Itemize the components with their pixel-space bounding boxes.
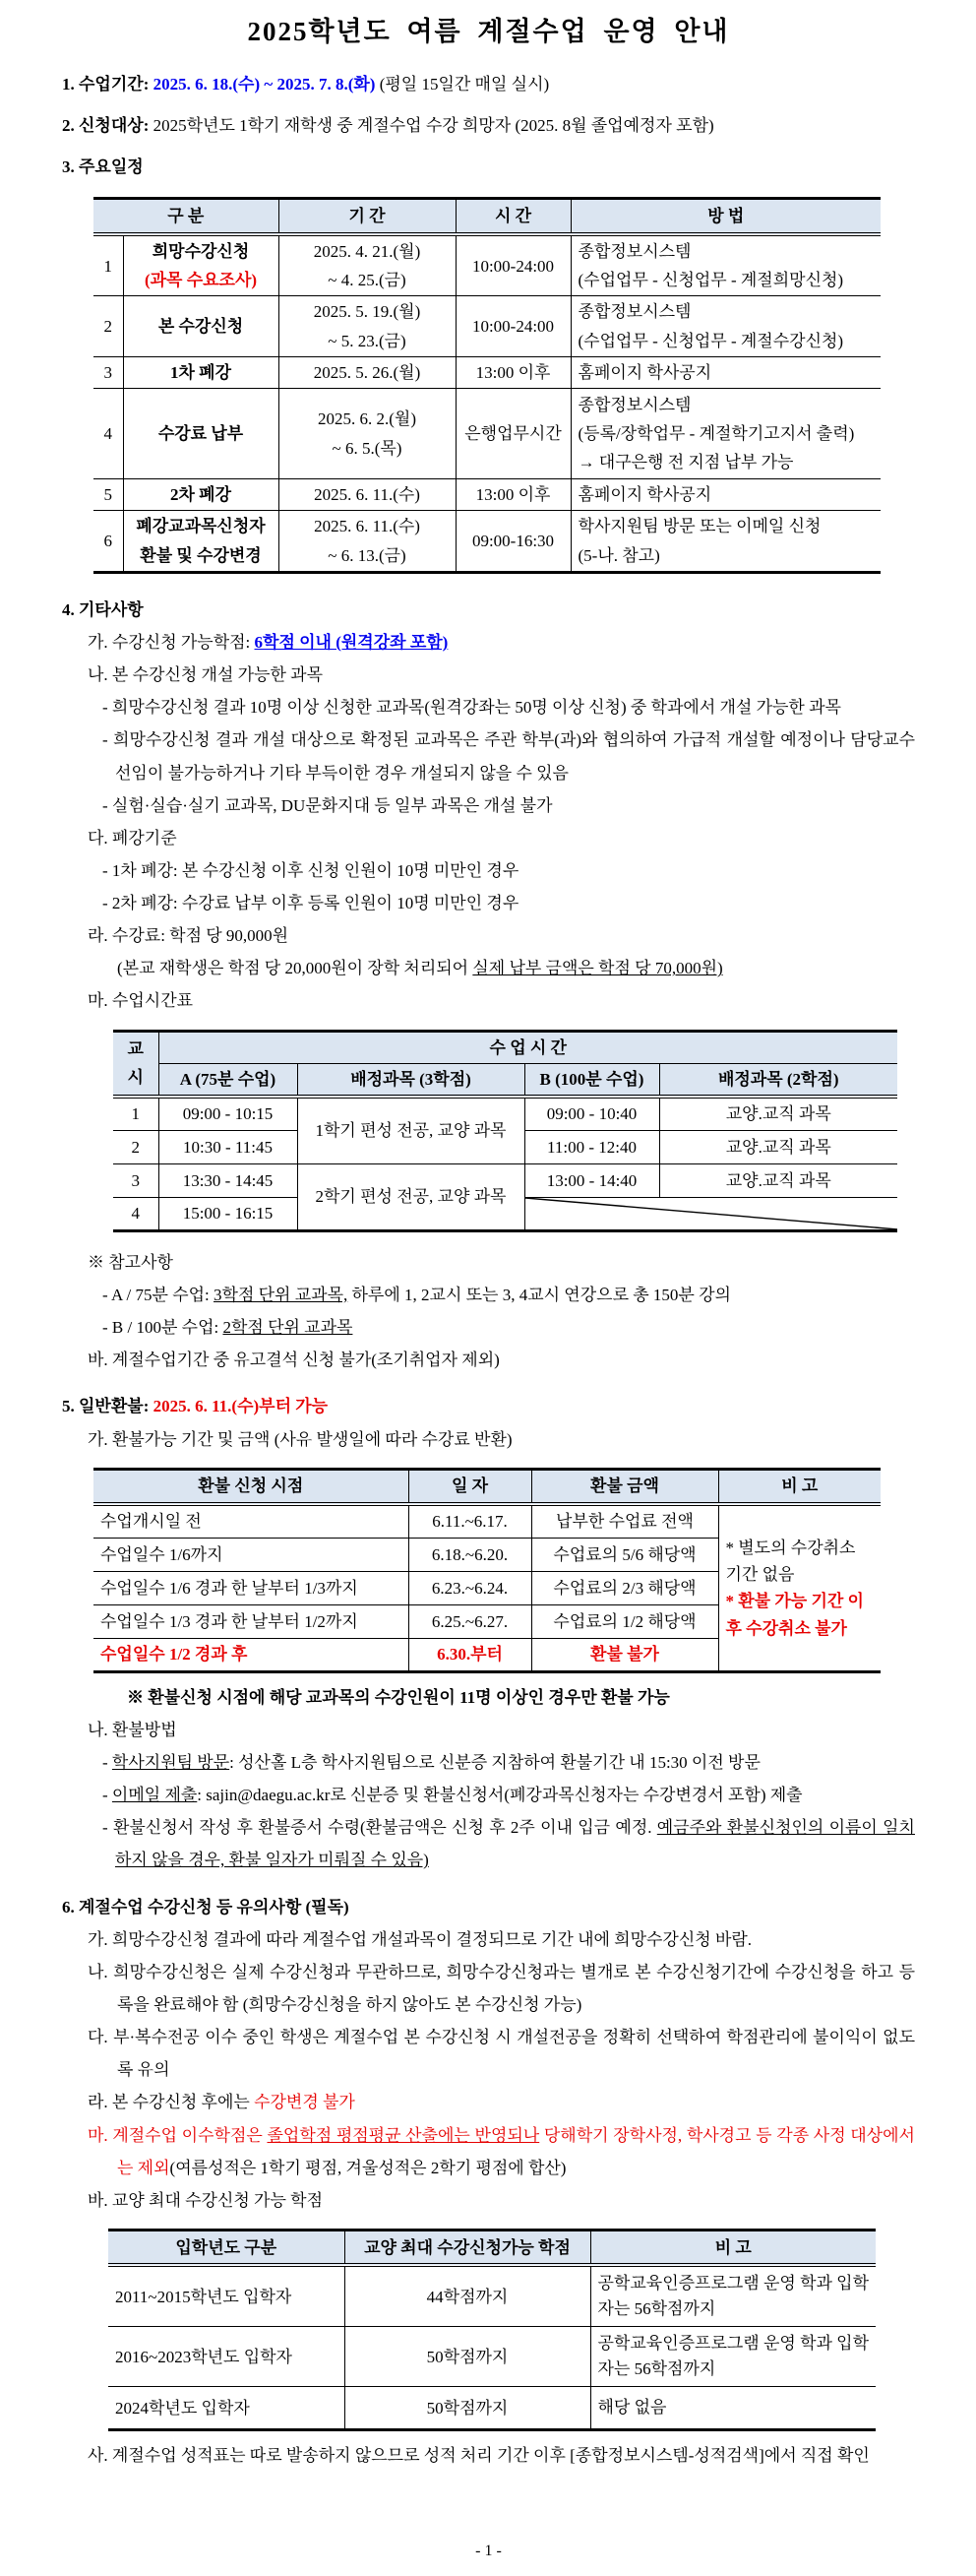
- refund-when: 수업일수 1/2 경과 후: [93, 1638, 408, 1671]
- refund-date: 6.11.~6.17.: [408, 1504, 531, 1538]
- refund-when: 수업개시일 전: [93, 1504, 408, 1538]
- method-line1: 종합정보시스템: [578, 395, 692, 414]
- row-no: 3: [93, 356, 123, 388]
- s4-ra-note: [62, 952, 915, 984]
- period-line1: 2025. 6. 11.(수): [314, 517, 420, 536]
- s6-ma-underlined: 졸업학점 평점평균 산출에는 반영되나: [267, 2125, 540, 2145]
- s6-ba: 바. 교양 최대 수강신청 가능 학점: [88, 2190, 323, 2210]
- ref-b-pre: - B / 100분 수업:: [102, 1318, 223, 1338]
- credit-note: 해당 없음: [590, 2387, 876, 2430]
- col-refund-when: 환불 신청 시점: [93, 1469, 408, 1504]
- period-line1: 2025. 5. 19.(월): [313, 302, 421, 322]
- refund-when: 수업일수 1/6 경과 한 날부터 1/3까지: [93, 1571, 408, 1604]
- ref-a-post: 하루에 1, 2교시 또는 3, 4교시 연강으로 총 150분 강의: [347, 1286, 731, 1304]
- table-row: [93, 296, 881, 356]
- row-name: 본 수강신청: [123, 296, 278, 356]
- dash: -: [102, 1786, 112, 1805]
- row-method: [571, 296, 881, 356]
- s4-na-label: 나. 본 수강신청 개설 가능한 과목: [88, 665, 323, 685]
- period-line2: ~ 6. 5.(목): [332, 438, 402, 458]
- refund-method-bullet1: [62, 1746, 915, 1779]
- a-time: 09:00 - 10:15: [158, 1097, 297, 1130]
- s5-ga-line: 가. 환불가능 기간 및 금액 (사유 발생일에 따라 수강료 반환): [88, 1429, 513, 1449]
- timetable-header-row1: [113, 1031, 897, 1063]
- ref-a-pre: - A / 75분 수업:: [102, 1286, 214, 1304]
- b-subject: 교양.교직 과목: [659, 1163, 897, 1197]
- row-no: 6: [93, 511, 123, 572]
- col-refund-note: 비 고: [718, 1469, 881, 1504]
- s4-da-label: 다. 폐강기준: [88, 828, 177, 848]
- max-credits: 50학점까지: [344, 2387, 590, 2430]
- email-method-underlined: 이메일 제출: [111, 1786, 198, 1805]
- s6-na: 나. 희망수강신청은 실제 수강신청과 무관하므로, 희망수강신청과는 별개로 본 수강신청기간에 수강신청을 하고 등록을 완료해야 함 (희망수강신청을 하지 않아도 본 수강신청 가능): [88, 1962, 915, 2014]
- credit-limit-table: [108, 2229, 876, 2432]
- row-time: 은행업무시간: [456, 389, 571, 479]
- col-time: 시 간: [456, 199, 571, 234]
- diagonal-strike-line: [525, 1198, 898, 1229]
- row-name-line2: 환불 및 수강변경: [140, 545, 262, 565]
- col-class-time: 수 업 시 간: [158, 1031, 897, 1063]
- ref-b-underlined: 2학점 단위 교과목: [222, 1318, 353, 1338]
- row-time: 09:00-16:30: [456, 511, 571, 572]
- refund-method-bullet3: [62, 1811, 915, 1876]
- refund-date: 6.23.~6.24.: [408, 1571, 531, 1604]
- reference-b-line: [62, 1311, 915, 1344]
- row-period: 2025. 5. 26.(월): [278, 356, 456, 388]
- credit-note: 공학교육인증프로그램 운영 학과 입학자는 56학점까지: [590, 2265, 876, 2327]
- row-name: [123, 511, 278, 572]
- reference-a-line: [62, 1279, 915, 1311]
- section2-text: 2025학년도 1학기 재학생 중 계절수업 수강 희망자 (2025. 8월 졸업예정자 포함): [152, 116, 714, 136]
- refund-amount: 수업료의 1/2 해당액: [531, 1604, 718, 1638]
- refund-amount: 납부한 수업료 전액: [531, 1504, 718, 1538]
- credit-row: [108, 2387, 876, 2430]
- section2-line: [62, 109, 915, 142]
- method-line2: (5-나. 참고): [578, 545, 660, 565]
- row-period: [278, 389, 456, 479]
- method-line2: (수업업무 - 신청업무 - 계절수강신청): [578, 331, 844, 350]
- section5-heading: [62, 1390, 915, 1422]
- row-name-line2: (과목 수요조사): [144, 271, 258, 290]
- period-no: 4: [113, 1197, 158, 1230]
- period-line2: ~ 6. 13.(금): [328, 545, 406, 565]
- row-no: 5: [93, 479, 123, 511]
- refund-when: 수업일수 1/3 경과 한 날부터 1/2까지: [93, 1604, 408, 1638]
- section1-note: (평일 15일간 매일 실시): [379, 75, 550, 94]
- row-method: 홈페이지 학사공지: [571, 356, 881, 388]
- s4-ra-note-pre: (본교 재학생은 학점 당 20,000원이 장학 처리되어: [117, 959, 473, 978]
- row-method: [571, 511, 881, 572]
- table-row: [93, 356, 881, 388]
- period-line1: 2025. 6. 2.(월): [318, 409, 417, 429]
- row-time: 10:00-24:00: [456, 234, 571, 296]
- col-max-credits: 교양 최대 수강신청가능 학점: [344, 2230, 590, 2265]
- a-time: 15:00 - 16:15: [158, 1197, 297, 1230]
- credit-row: [108, 2265, 876, 2327]
- visit-method-rest: : 성산홀 L층 학사지원팀으로 신분증 지참하여 환불기간 내 15:30 이전 방문: [229, 1752, 761, 1772]
- row-name: 수강료 납부: [123, 389, 278, 479]
- a-subject-sem1: 1학기 편성 전공, 교양 과목: [297, 1097, 524, 1163]
- reference-title: ※ 참고사항: [88, 1252, 173, 1272]
- refund-doc-pre: 환불신청서 작성 후 환불증서 수령(환불금액은 신청 후 2주 이내 입금 예정.: [112, 1818, 657, 1838]
- table-row: [93, 389, 881, 479]
- document-title: 2025학년도 여름 계절수업 운영 안내: [247, 17, 730, 46]
- refund-table-header: [93, 1469, 881, 1504]
- dash: -: [102, 1818, 113, 1838]
- cohort: 2011~2015학년도 입학자: [108, 2265, 344, 2327]
- table-row: [93, 511, 881, 572]
- s6-ma: [62, 2119, 915, 2184]
- refund-date: 6.25.~6.27.: [408, 1604, 531, 1638]
- a-time: 10:30 - 11:45: [158, 1130, 297, 1163]
- row-period: [278, 234, 456, 296]
- row-no: 1: [93, 234, 123, 296]
- credit-row: [108, 2327, 876, 2387]
- s4-ma-label: 마. 수업시간표: [88, 991, 194, 1011]
- row-method: [571, 234, 881, 296]
- section2-label: 2. 신청대상:: [62, 116, 150, 136]
- period-line1: 2025. 4. 21.(월): [313, 241, 421, 261]
- s4-na-bullet3: - 실험·실습·실기 교과목, DU문화지대 등 일부 과목은 개설 불가: [102, 795, 553, 815]
- col-refund-date: 일 자: [408, 1469, 531, 1504]
- s6-ga: 가. 희망수강신청 결과에 따라 계절수업 개설과목이 결정되므로 기간 내에 희망수강신청 바람.: [88, 1929, 753, 1949]
- row-time: 13:00 이후: [456, 356, 571, 388]
- col-period: 기 간: [278, 199, 456, 234]
- refund-date: 6.30.부터: [408, 1638, 531, 1671]
- col-method: 방 법: [571, 199, 881, 234]
- method-line2: (등록/장학업무 - 계절학기고지서 출력): [578, 423, 855, 443]
- row-method: 홈페이지 학사공지: [571, 479, 881, 511]
- page-number: - 1 -: [475, 2542, 502, 2559]
- a-time: 13:30 - 14:45: [158, 1163, 297, 1197]
- timetable-header-row2: [113, 1063, 897, 1097]
- max-credits: 44학점까지: [344, 2265, 590, 2327]
- section4-heading: 4. 기타사항: [62, 599, 144, 619]
- row-time: 13:00 이후: [456, 479, 571, 511]
- dash: -: [102, 1752, 112, 1772]
- col-b-subject: 배정과목 (2학점): [659, 1063, 897, 1097]
- s4-na-bullet2: - 희망수강신청 결과 개설 대상으로 확정된 교과목은 주관 학부(과)와 협의하여 가급적 개설할 예정이나 담당교수 선임이 불가능하거나 기타 부득이한 경우 개설되지 않을 수 있음: [102, 730, 915, 783]
- s6-ra: [62, 2086, 915, 2118]
- refund-amount: 환불 불가: [531, 1638, 718, 1671]
- refund-amount: 수업료의 5/6 해당액: [531, 1538, 718, 1571]
- col-refund-amount: 환불 금액: [531, 1469, 718, 1504]
- table-row: [93, 479, 881, 511]
- s4-ra-note-underlined: 실제 납부 금액은 학점 당 70,000원): [472, 959, 723, 978]
- col-period-no: 교시: [113, 1031, 158, 1097]
- cohort: 2024학년도 입학자: [108, 2387, 344, 2430]
- s6-ra-red: 수강변경 불가: [254, 2093, 355, 2112]
- row-no: 4: [93, 389, 123, 479]
- refund-row: [93, 1504, 881, 1538]
- credit-limit-link[interactable]: 6학점 이내 (원격강좌 포함): [254, 632, 449, 652]
- refund-when: 수업일수 1/6까지: [93, 1538, 408, 1571]
- col-a-subject: 배정과목 (3학점): [297, 1063, 524, 1097]
- max-credits: 50학점까지: [344, 2327, 590, 2387]
- schedule-table-header: [93, 199, 881, 234]
- credit-note: 공학교육인증프로그램 운영 학과 입학자는 56학점까지: [590, 2327, 876, 2387]
- s6-ma-pre: 마. 계절수업 이수학점은: [88, 2125, 268, 2145]
- s4-ra-label: 라. 수강료: 학점 당 90,000원: [88, 926, 289, 946]
- timetable-row: [113, 1097, 897, 1130]
- row-name: [123, 234, 278, 296]
- refund-note-cell: [718, 1504, 881, 1671]
- s4-ga-line: [62, 626, 915, 659]
- b-subject: 교양.교직 과목: [659, 1097, 897, 1130]
- row-period: [278, 511, 456, 572]
- s4-na-bullet1: - 희망수강신청 결과 10명 이상 신청한 교과목(원격강좌는 50명 이상 신청) 중 학과에서 개설 가능한 과목: [102, 698, 841, 718]
- refund-footnote: ※ 환불신청 시점에 해당 교과목의 수강인원이 11명 이상인 경우만 환불 가능: [127, 1687, 670, 1707]
- b-subject: 교양.교직 과목: [659, 1130, 897, 1163]
- b-time: 11:00 - 12:40: [524, 1130, 659, 1163]
- row-period: 2025. 6. 11.(수): [278, 479, 456, 511]
- s5-refund-date: 2025. 6. 11.(수)부터 가능: [152, 1397, 329, 1416]
- s4-da-bullet1: - 1차 폐강: 본 수강신청 이후 신청 인원이 10명 미만인 경우: [102, 860, 519, 880]
- timetable-row: [113, 1163, 897, 1197]
- table-row: [93, 234, 881, 296]
- schedule-table: [93, 197, 881, 573]
- method-line1: 학사지원팀 방문 또는 이메일 신청: [578, 517, 822, 536]
- refund-note2: * 환불 가능 기간 이후 수강취소 불가: [725, 1592, 864, 1638]
- col-b: B (100분 수업): [524, 1063, 659, 1097]
- col-note: 비 고: [590, 2230, 876, 2265]
- refund-date: 6.18.~6.20.: [408, 1538, 531, 1571]
- class-period-dates: 2025. 6. 18.(수) ~ 2025. 7. 8.(화): [152, 75, 376, 94]
- b-time: 09:00 - 10:40: [524, 1097, 659, 1130]
- method-line1: 종합정보시스템: [578, 241, 692, 261]
- a-subject-sem2: 2학기 편성 전공, 교양 과목: [297, 1163, 524, 1230]
- email-method-rest: : sajin@daegu.ac.kr로 신분증 및 환불신청서(폐강과목신청자는 수강변경서 포함) 제출: [197, 1786, 803, 1805]
- row-time: 10:00-24:00: [456, 296, 571, 356]
- period-no: 3: [113, 1163, 158, 1197]
- refund-doc-underlined: 예금주와 환불신청인의 이름이 일치하지 않을 경우, 환불 일자가 미뤄질 수 있음): [115, 1818, 915, 1870]
- row-name-line1: 폐강교과목신청자: [136, 517, 266, 536]
- col-cohort: 입학년도 구분: [108, 2230, 344, 2265]
- row-name: 1차 폐강: [123, 356, 278, 388]
- refund-table: [93, 1468, 881, 1673]
- section6-heading: 6. 계절수업 수강신청 등 유의사항 (필독): [62, 1897, 349, 1916]
- s4-ba-line: 바. 계절수업기간 중 유고결석 신청 불가(조기취업자 제외): [88, 1351, 500, 1370]
- s6-ma-black: (여름성적은 1학기 평점, 겨울성적은 2학기 평점에 합산): [169, 2158, 567, 2177]
- section3-heading: 3. 주요일정: [62, 157, 144, 177]
- col-a: A (75분 수업): [158, 1063, 297, 1097]
- s6-sa: 사. 계절수업 성적표는 따로 발송하지 않으므로 성적 처리 기간 이후 [종합정보시스템-성적검색]에서 직접 확인: [88, 2446, 870, 2466]
- period-no: 1: [113, 1097, 158, 1130]
- s5-na-label: 나. 환불방법: [88, 1720, 177, 1739]
- section1-label: 1. 수업기간:: [62, 75, 150, 94]
- s5-label: 5. 일반환불:: [62, 1397, 150, 1416]
- refund-note1: * 별도의 수강취소 기간 없음: [725, 1539, 856, 1585]
- s4-ga-label: 가. 수강신청 가능학점:: [88, 632, 251, 652]
- row-name: 2차 폐강: [123, 479, 278, 511]
- row-no: 2: [93, 296, 123, 356]
- row-method: [571, 389, 881, 479]
- row-period: [278, 296, 456, 356]
- row-name-line1: 희망수강신청: [152, 241, 250, 261]
- s6-da: 다. 부·복수전공 이수 중인 학생은 계절수업 본 수강신청 시 개설전공을 정확히 선택하여 학점관리에 불이익이 없도록 유의: [88, 2028, 915, 2080]
- period-line2: ~ 5. 23.(금): [328, 331, 406, 350]
- s4-da-bullet2: - 2차 폐강: 수강료 납부 이후 등록 인원이 10명 미만인 경우: [102, 894, 519, 913]
- timetable: [113, 1030, 897, 1232]
- method-line2: (수업업무 - 신청업무 - 계절희망신청): [578, 271, 844, 290]
- method-line1: 종합정보시스템: [578, 302, 692, 322]
- visit-method-underlined: 학사지원팀 방문: [111, 1752, 230, 1772]
- s6-ra-pre: 라. 본 수강신청 후에는: [88, 2093, 255, 2112]
- b-time: 13:00 - 14:40: [524, 1163, 659, 1197]
- empty-diagonal-cell: [524, 1197, 897, 1230]
- refund-method-bullet2: [62, 1779, 915, 1811]
- ref-a-underlined: 3학점 단위 교과목,: [214, 1286, 348, 1304]
- period-line2: ~ 4. 25.(금): [328, 271, 406, 290]
- credit-table-header: [108, 2230, 876, 2265]
- period-no: 2: [113, 1130, 158, 1163]
- method-line3: → 대구은행 전 지점 납부 가능: [578, 453, 794, 472]
- section1-line: [62, 68, 915, 100]
- refund-amount: 수업료의 2/3 해당액: [531, 1571, 718, 1604]
- cohort: 2016~2023학년도 입학자: [108, 2327, 344, 2387]
- col-category: 구 분: [93, 199, 278, 234]
- s6-ma-post: 당해학기 장학사정, 학사경고 등 각종 사정 대상에서는 제외: [117, 2125, 915, 2177]
